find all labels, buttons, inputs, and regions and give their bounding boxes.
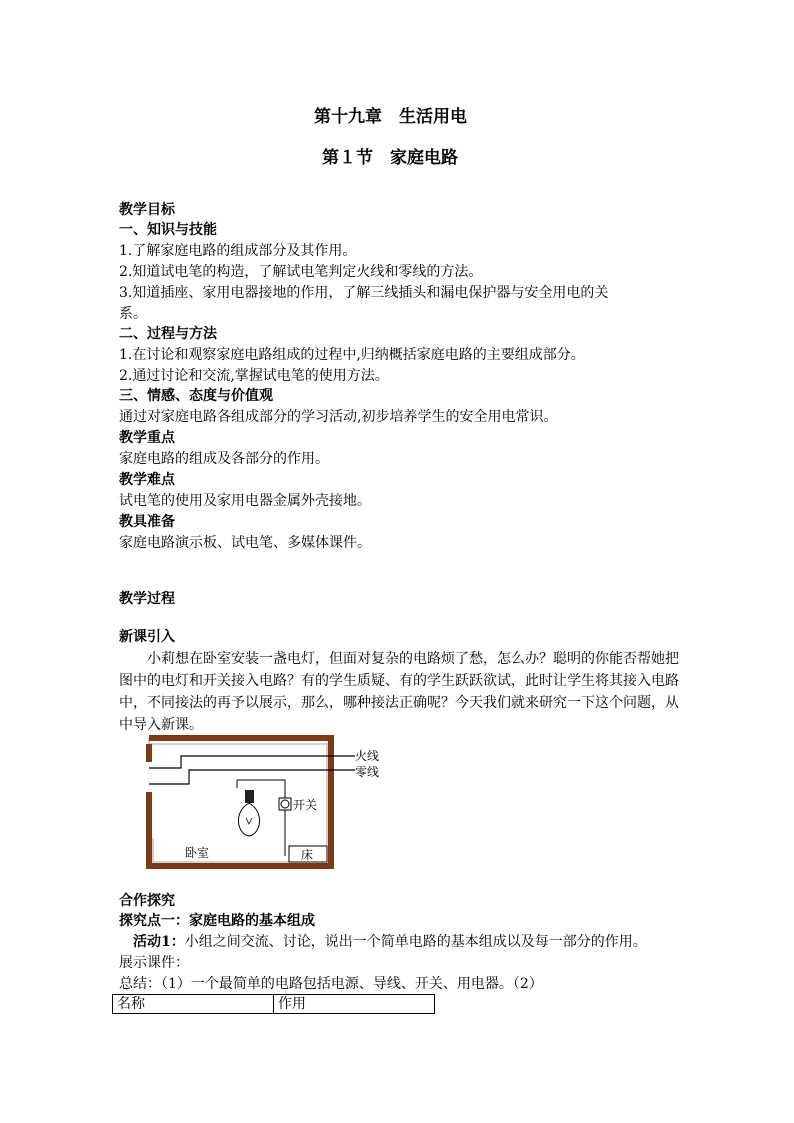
- table-header-name: 名称: [113, 995, 274, 1014]
- key-heading: 教学重点: [119, 430, 175, 446]
- knowledge-item-2: 2.知道试电笔的构造，了解试电笔判定火线和零线的方法。: [119, 264, 483, 280]
- point1-heading: 探究点一：家庭电路的基本组成: [119, 913, 315, 929]
- knowledge-item-3: 3.知道插座、家用电器接地的作用，了解三线插头和漏电保护器与安全用电的关: [119, 285, 609, 301]
- room-label: 卧室: [185, 846, 210, 860]
- coop-heading: 合作探究: [119, 893, 175, 909]
- knowledge-item-1: 1.了解家庭电路的组成部分及其作用。: [119, 243, 357, 259]
- intro-paragraph: 小莉想在卧室安装一盏电灯，但面对复杂的电路烦了愁，怎么办？聪明的你能否帮她把图中的电灯和开关接入电路？有的学生质疑、有的学生跃跃欲试，此时让学生将其接入电路中，不同接法的再予以展示，那么，哪种接法正确呢？今天我们就来研究一下这个问题，从中导入新课。: [119, 651, 679, 733]
- process-heading: 教学过程: [119, 591, 175, 607]
- intro-heading: 新课引入: [119, 629, 175, 645]
- bulb-icon: [237, 780, 285, 856]
- switch-label: 开关: [293, 798, 318, 812]
- summary-text: 总结：（1）一个最简单的电路包括电源、导线、开关、用电器。（2）: [119, 976, 543, 992]
- tools-text: 家庭电路演示板、试电笔、多媒体课件。: [119, 535, 371, 551]
- show-slides: 展示课件：: [119, 955, 189, 971]
- bed-label: 床: [301, 848, 314, 862]
- difficulty-text: 试电笔的使用及家用电器金属外壳接地。: [119, 493, 371, 509]
- section-title: 第１节 家庭电路: [322, 148, 458, 168]
- knowledge-item-3-cont: 系。: [119, 306, 147, 322]
- table-header-function: 作用: [274, 995, 435, 1014]
- knowledge-heading: 一、知识与技能: [119, 222, 217, 238]
- goals-heading: 教学目标: [119, 202, 175, 218]
- process-method-heading: 二、过程与方法: [119, 326, 217, 342]
- activity-text: 小组之间交流、讨论，说出一个简单电路的基本组成以及每一部分的作用。: [184, 934, 647, 950]
- process-item-1: 1.在讨论和观察家庭电路组成的过程中,归纳概括家庭电路的主要组成部分。: [119, 347, 585, 363]
- process-item-2: 2.通过讨论和交流,掌握试电笔的使用方法。: [119, 368, 389, 384]
- circuit-diagram: [145, 734, 395, 870]
- live-wire-label: 火线: [355, 749, 380, 763]
- tools-heading: 教具准备: [119, 514, 175, 530]
- live-wire: [149, 756, 355, 768]
- table-row: [113, 995, 435, 1014]
- activity-1: [133, 932, 647, 952]
- key-text: 家庭电路的组成及各部分的作用。: [119, 451, 329, 467]
- component-table: [112, 994, 435, 1014]
- neutral-wire: [149, 770, 355, 784]
- emotion-heading: 三、情感、态度与价值观: [119, 388, 273, 404]
- emotion-item: 通过对家庭电路各组成部分的学习活动,初步培养学生的安全用电常识。: [119, 409, 558, 425]
- difficulty-heading: 教学难点: [119, 472, 175, 488]
- activity-label: 活动1：: [133, 934, 185, 950]
- neutral-wire-label: 零线: [355, 765, 380, 779]
- chapter-title: 第十九章 生活用电: [314, 107, 467, 127]
- switch-icon: [279, 798, 291, 810]
